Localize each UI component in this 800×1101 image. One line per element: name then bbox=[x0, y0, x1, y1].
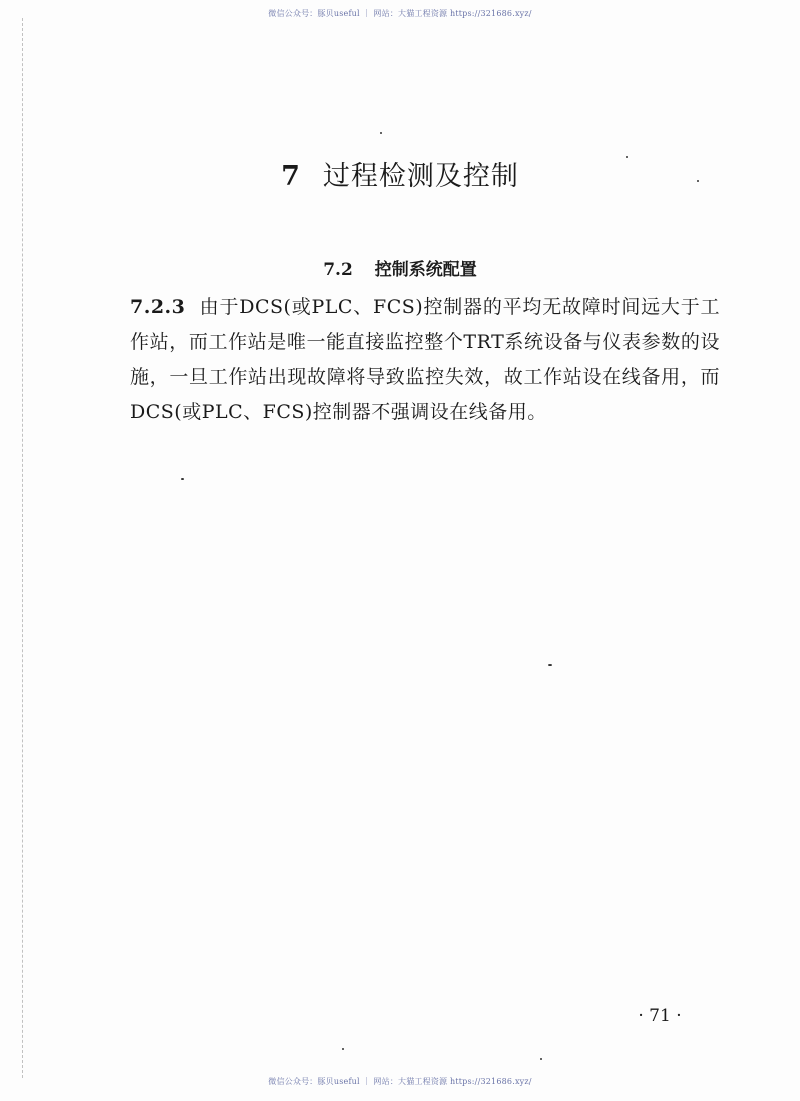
chapter-number: 7 bbox=[281, 161, 301, 192]
clause-text: 由于DCS(或PLC、FCS)控制器的平均无故障时间远大于工作站，而工作站是唯一能直接监控整个TRT系统设备与仪表参数的设施，一旦工作站出现故障将导致监控失效，故工作站设在线备用，而DCS(或PLC、FCS)控制器不强调设在线备用。 bbox=[130, 296, 720, 423]
scan-speck bbox=[697, 180, 699, 182]
section-number: 7.2 bbox=[323, 260, 353, 280]
chapter-title: 过程检测及控制 bbox=[322, 161, 519, 192]
scan-speck bbox=[540, 1058, 542, 1060]
scan-speck bbox=[380, 132, 382, 134]
scan-speck bbox=[342, 1048, 344, 1050]
scan-speck bbox=[548, 664, 552, 666]
section-title: 控制系统配置 bbox=[374, 260, 477, 280]
section-heading bbox=[0, 255, 800, 280]
watermark-bottom: 微信公众号：豚贝useful ｜ 网站：大猫工程资源 https://321686.xyz/ bbox=[268, 1077, 532, 1086]
clause-number: 7.2.3 bbox=[130, 296, 186, 318]
clause-paragraph bbox=[130, 290, 720, 430]
chapter-heading bbox=[0, 154, 800, 193]
watermark-top: 微信公众号：豚贝useful ｜ 网站：大猫工程资源 https://321686.xyz/ bbox=[268, 9, 532, 18]
scan-speck bbox=[626, 156, 628, 158]
page-number: · 71 · bbox=[638, 1006, 682, 1026]
scan-speck bbox=[181, 478, 184, 480]
